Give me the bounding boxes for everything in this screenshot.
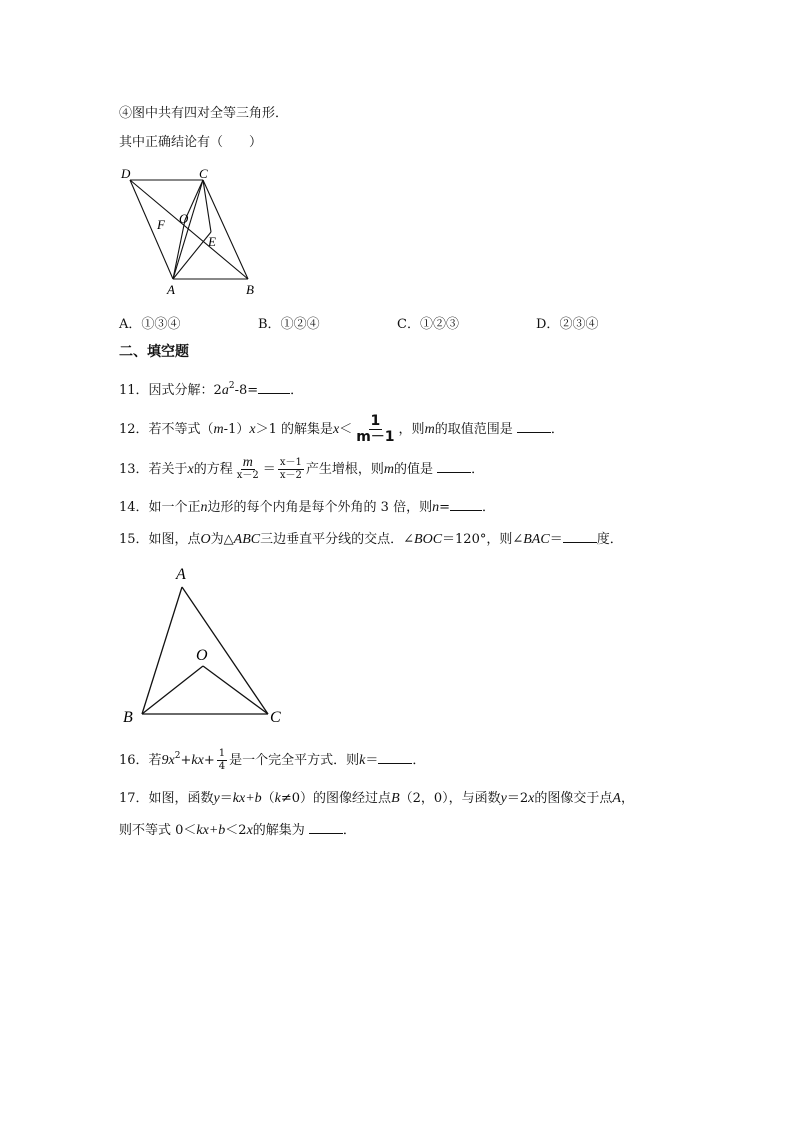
fraction-x-1-over-x-2: $\frac{x-1}{x-2}$ [279, 457, 302, 481]
fraction-1-over-4: $\frac{1}{4}$ [218, 748, 226, 772]
label-O: O [179, 211, 189, 226]
question-11: 11．因式分解：$2a^2-8=$ ． [119, 381, 304, 398]
question-15: 15．如图，点O为△ABC三边垂直平分线的交点．∠BOC＝120°，则∠BAC＝ 度． [119, 532, 623, 547]
option-c-letter: C． [397, 317, 420, 332]
fraction-m-over-x-2: $\frac{m}{x-2}$ [236, 455, 259, 481]
answer-blank[interactable] [450, 498, 482, 511]
label-D: D [121, 166, 131, 181]
label-F: F [157, 217, 165, 232]
option-b[interactable] [258, 313, 320, 332]
option-a[interactable] [119, 313, 180, 332]
figure-parallelogram [115, 163, 265, 298]
label-B: B [123, 709, 133, 726]
option-a-letter: A． [119, 317, 142, 332]
answer-blank[interactable] [517, 420, 551, 433]
option-d-text: ②③④ [559, 317, 599, 332]
option-b-text: ①②④ [280, 317, 320, 332]
fraction-1-over-m-1: $\frac{1}{m-1}$ [356, 413, 395, 445]
question-17-line-1: 17．如图，函数y＝kx+b（k≠0）的图像经过点B（2，0），与函数y＝2x的图像交于点A， [119, 791, 634, 806]
question-16: 16．若$9x^2+kx+$ $\frac{1}{4}$ 是一个完全平方式．则k＝ ． [119, 748, 426, 772]
label-A: A [176, 566, 186, 583]
label-B: B [246, 282, 254, 297]
answer-blank[interactable] [258, 381, 290, 394]
figure-triangle [118, 562, 293, 727]
question-17-line-2: 则不等式 0＜kx+b＜2x的解集为 ． [119, 823, 356, 838]
statement-4: ④图中共有四对全等三角形． [119, 106, 289, 121]
answer-blank[interactable] [309, 821, 343, 834]
label-A: A [167, 282, 175, 297]
question-12: 12．若不等式（m-1）x＞1 的解集是x＜ $\frac{1}{m-1}$ ，则m的取值范围是 ． [119, 413, 564, 445]
label-C: C [270, 709, 281, 726]
answer-blank[interactable] [378, 751, 412, 764]
label-E: E [208, 234, 216, 249]
label-O: O [196, 647, 208, 664]
question-13: 13．若关于x的方程 $\frac{m}{x-2}$ ＝ $\frac{x-1}{x-2}$ 产生增根，则m的值是 ． [119, 455, 485, 481]
question-14: 14．如一个正n边形的每个内角是每个外角的 3 倍，则n= ． [119, 500, 496, 515]
section-title: 二、填空题 [119, 344, 189, 360]
label-C: C [199, 166, 208, 181]
option-b-letter: B． [258, 317, 281, 332]
answer-blank[interactable] [563, 530, 597, 543]
option-c[interactable] [397, 313, 459, 332]
answer-blank[interactable] [437, 460, 471, 473]
option-a-text: ①③④ [141, 317, 181, 332]
option-d-letter: D． [536, 317, 560, 332]
option-c-text: ①②③ [419, 317, 459, 332]
question-prompt: 其中正确结论有（ ） [119, 135, 263, 150]
option-d[interactable] [536, 313, 598, 332]
